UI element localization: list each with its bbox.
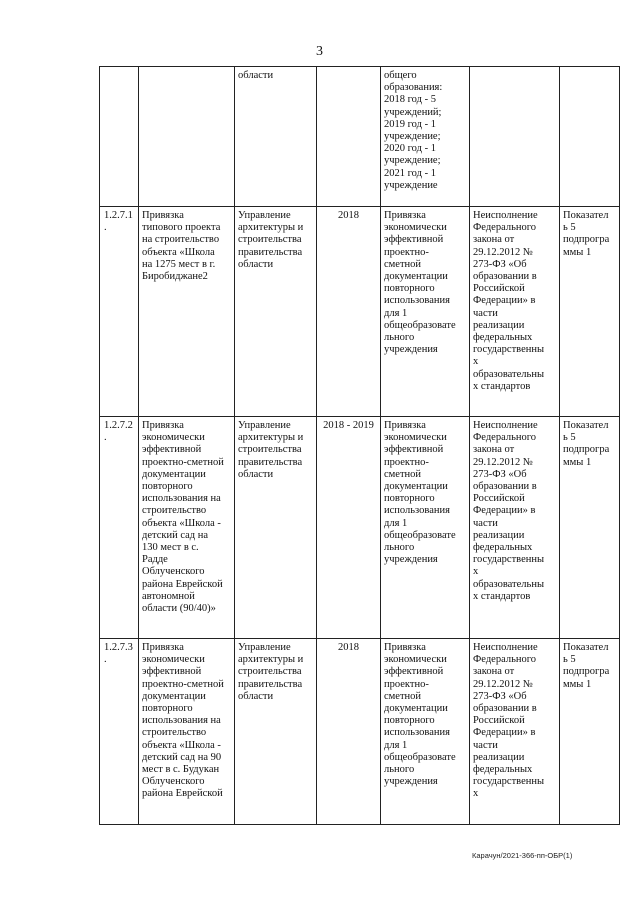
measure-name-cell: Привязка экономически эффективной проектно-сметной документации повторного использования на строительство объекта «Школа - детский сад на 90 мест в с. Будукан Облученского района Еврейской	[139, 639, 235, 825]
executor-cell: Управление архитектуры и строительства правительства области	[235, 417, 317, 639]
result-cell: Привязка экономически эффективной проектно- сметной документации повторного использования для 1 общеобразовате льного учреждения	[381, 639, 470, 825]
result-cell: Привязка экономически эффективной проектно- сметной документации повторного использования для 1 общеобразовате льного учреждения	[381, 417, 470, 639]
table-row	[100, 207, 620, 417]
executor-cell: Управление архитектуры и строительства правительства области	[235, 207, 317, 417]
consequence-cell: Неисполнение Федерального закона от 29.12.2012 № 273-ФЗ «Об образовании в Российской Федерации» в части реализации федеральных государственны х образовательны х стандартов	[470, 207, 560, 417]
table-row	[100, 417, 620, 639]
indicator-cell	[560, 67, 620, 207]
indicator-cell: Показател ь 5 подпрогра ммы 1	[560, 207, 620, 417]
period-cell: 2018 - 2019	[317, 417, 381, 639]
period-cell: 2018	[317, 207, 381, 417]
indicator-cell: Показател ь 5 подпрогра ммы 1	[560, 417, 620, 639]
consequence-cell: Неисполнение Федерального закона от 29.12.2012 № 273-ФЗ «Об образовании в Российской Федерации» в части реализации федеральных государственны х	[470, 639, 560, 825]
result-cell: Привязка экономически эффективной проектно- сметной документации повторного использования для 1 общеобразовате льного учреждения	[381, 207, 470, 417]
period-cell	[317, 67, 381, 207]
consequence-cell: Неисполнение Федерального закона от 29.12.2012 № 273-ФЗ «Об образовании в Российской Федерации» в части реализации федеральных государственны х образовательны х стандартов	[470, 417, 560, 639]
executor-cell: области	[235, 67, 317, 207]
indicator-cell: Показател ь 5 подпрогра ммы 1	[560, 639, 620, 825]
measures-table	[99, 66, 620, 825]
result-cell: общего образования: 2018 год - 5 учреждений; 2019 год - 1 учреждение; 2020 год - 1 учреждение; 2021 год - 1 учреждение	[381, 67, 470, 207]
page-number: 3	[316, 44, 323, 59]
period-cell: 2018	[317, 639, 381, 825]
row-number-cell	[100, 67, 139, 207]
row-number-cell: 1.2.7.3 .	[100, 639, 139, 825]
document-code: Карачун/2021-366-пп-ОБР(1)	[472, 851, 573, 860]
table-row	[100, 639, 620, 825]
consequence-cell	[470, 67, 560, 207]
row-number-cell: 1.2.7.2 .	[100, 417, 139, 639]
table-row	[100, 67, 620, 207]
row-number-cell: 1.2.7.1 .	[100, 207, 139, 417]
measure-name-cell: Привязка экономически эффективной проектно-сметной документации повторного использования на строительство объекта «Школа - детский сад на 130 мест в с. Радде Облученского района Еврейской автономной области (90/40)»	[139, 417, 235, 639]
measure-name-cell: Привязка типового проекта на строительство объекта «Школа на 1275 мест в г. Биробиджане2	[139, 207, 235, 417]
measure-name-cell	[139, 67, 235, 207]
executor-cell: Управление архитектуры и строительства правительства области	[235, 639, 317, 825]
